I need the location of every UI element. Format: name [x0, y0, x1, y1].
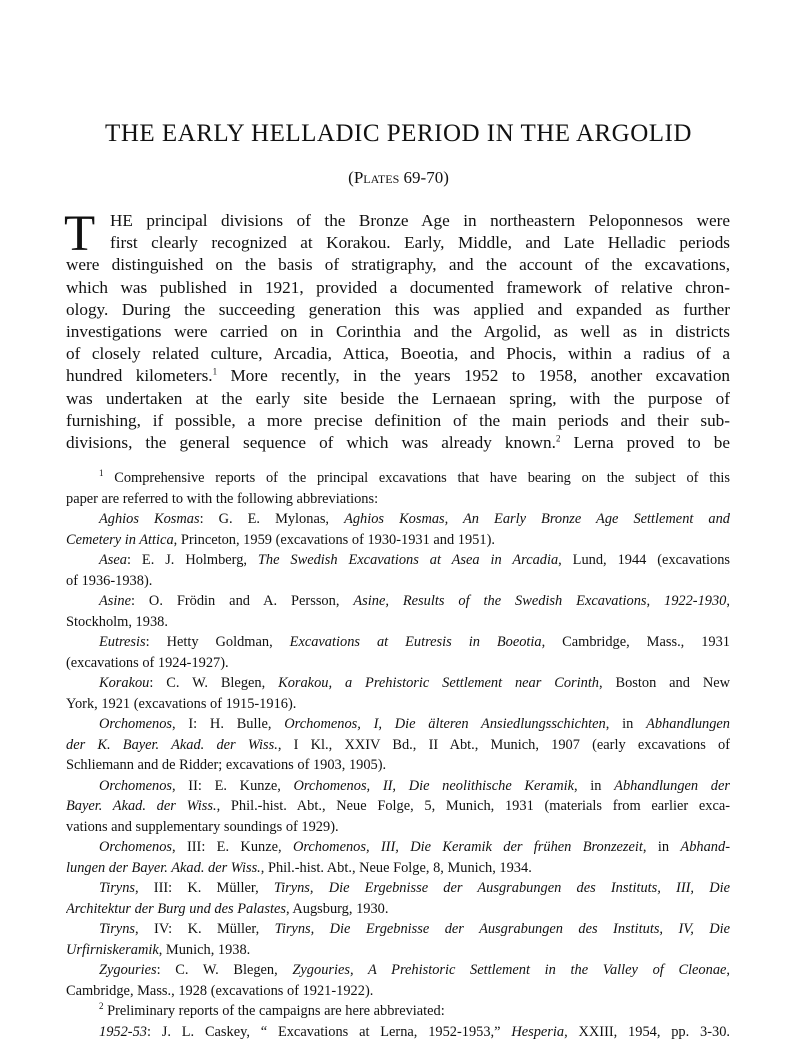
abbrev: Eutresis — [99, 634, 146, 650]
footnote-text: , Lund, 1944 (excavations — [558, 552, 730, 568]
footnote-line — [66, 632, 730, 653]
footnote-text: , Cambridge, Mass., 1931 — [542, 634, 730, 650]
footnote-line — [66, 940, 730, 961]
footnote-text: : C. W. Blegen, — [157, 962, 293, 978]
abbrev: Tiryns — [99, 921, 135, 937]
footnote-text: , III: K. Müller, — [135, 880, 274, 896]
footnote-line — [66, 1001, 730, 1022]
work-title: Cemetery in Attica — [66, 532, 174, 548]
footnote-line — [66, 509, 730, 530]
work-title: The Swedish Excavations at Asea in Arcadia — [258, 552, 558, 568]
footnote-text: , — [726, 962, 730, 978]
footnotes — [66, 468, 730, 1042]
footnote-text: : J. L. Caskey, “ Excavations at Lerna, 1952-1953,” — [147, 1024, 511, 1040]
body-segment: Lerna proved to be — [574, 433, 731, 452]
footnote-text: , IV: K. Müller, — [135, 921, 275, 937]
body-line: of closely related culture, Arcadia, Attica, Boeotia, and Phocis, within a radius of a — [66, 343, 730, 365]
footnote-text: Comprehensive reports of the principal excavations that have bearing on the subject of this — [114, 470, 730, 486]
work-title: Orchomenos, III, Die Keramik der frühen Bronzezeit — [293, 839, 643, 855]
body-line: furnishing, if possible, a more precise definition of the main periods and their sub- — [66, 410, 730, 432]
footnote-text: : E. J. Holmberg, — [127, 552, 258, 568]
work-title: Orchomenos, II, Die neolithische Keramik — [294, 778, 574, 794]
footnote-text: , in — [574, 778, 614, 794]
footnote-line — [66, 468, 730, 489]
body-line: which was published in 1921, provided a documented framework of relative chron- — [66, 277, 730, 299]
footnote-line — [66, 796, 730, 817]
drop-cap: T — [64, 212, 95, 256]
work-title: Orchomenos, I, Die älteren Ansiedlungsschichten — [284, 716, 606, 732]
body-line: HE principal divisions of the Bronze Age in northeastern Peloponnesos were — [66, 210, 730, 232]
footnote-line — [66, 858, 730, 879]
footnote-line: Stockholm, 1938. — [66, 612, 730, 633]
abbrev: Orchomenos — [99, 716, 172, 732]
body-line: ology. During the succeeding generation this was applied and expanded as further — [66, 299, 730, 321]
abbrev: Aghios Kosmas — [99, 511, 200, 527]
footnote-line — [66, 776, 730, 797]
footnote-text: , Phil.-hist. Abt., Neue Folge, 8, Munich, 1934. — [261, 860, 532, 876]
footnote-line: Cambridge, Mass., 1928 (excavations of 1921-1922). — [66, 981, 730, 1002]
footnote-text: : C. W. Blegen, — [149, 675, 278, 691]
body-line — [66, 432, 730, 454]
footnote-text: , Augsburg, 1930. — [286, 901, 388, 917]
footnote-line — [66, 550, 730, 571]
footnote-text: , — [726, 593, 730, 609]
work-title: Hesperia — [511, 1024, 564, 1040]
work-title: Abhand- — [680, 839, 730, 855]
footnote-line — [66, 899, 730, 920]
footnote-number: 2 — [99, 1001, 104, 1011]
body-line — [66, 365, 730, 387]
body-line: first clearly recognized at Korakou. Early, Middle, and Late Helladic periods — [66, 232, 730, 254]
article-title: THE EARLY HELLADIC PERIOD IN THE ARGOLID — [0, 120, 797, 148]
footnote-line: (excavations of 1924-1927). — [66, 653, 730, 674]
footnote-line — [66, 878, 730, 899]
footnote-number: 1 — [99, 468, 104, 478]
work-title: Tiryns, Die Ergebnisse der Ausgrabungen des Instituts, III, Die — [274, 880, 730, 896]
footnote-text: : O. Frödin and A. Persson, — [131, 593, 353, 609]
work-title: Abhandlungen — [646, 716, 730, 732]
footnote-line — [66, 735, 730, 756]
plates-reference — [0, 168, 797, 188]
body-segment: hundred kilometers. — [66, 366, 213, 385]
footnote-line — [66, 960, 730, 981]
footnote-text: , Phil.-hist. Abt., Neue Folge, 5, Munich, 1931 (materials from earlier exca- — [217, 798, 730, 814]
footnote-marker: 2 — [556, 433, 561, 443]
footnote-text: , in — [606, 716, 646, 732]
body-line: was undertaken at the early site beside the Lernaean spring, with the purpose of — [66, 388, 730, 410]
work-title: Korakou, a Prehistoric Settlement near Corinth — [278, 675, 599, 691]
body-line: investigations were carried on in Corinthia and the Argolid, as well as in districts — [66, 321, 730, 343]
footnote-text: , Princeton, 1959 (excavations of 1930-1931 and 1951). — [174, 532, 495, 548]
plates-open: ( — [348, 168, 354, 187]
footnote-marker: 1 — [213, 367, 218, 377]
work-title: Zygouries, A Prehistoric Settlement in the Valley of Cleonae — [292, 962, 726, 978]
footnote-line: vations and supplementary soundings of 1929). — [66, 817, 730, 838]
footnote-line — [66, 837, 730, 858]
body-line: were distinguished on the basis of stratigraphy, and the account of the excavations, — [66, 254, 730, 276]
plates-word: Plates — [354, 168, 399, 187]
footnote-line: York, 1921 (excavations of 1915-1916). — [66, 694, 730, 715]
footnote-text: , XXIII, 1954, pp. 3-30. — [564, 1024, 730, 1040]
work-title: Asine, Results of the Swedish Excavations, 1922-1930 — [353, 593, 726, 609]
footnote-line — [66, 673, 730, 694]
footnote-text: , Munich, 1938. — [159, 942, 251, 958]
work-title: Abhandlungen der — [614, 778, 730, 794]
abbrev: Asine — [99, 593, 131, 609]
abbrev: Tiryns — [99, 880, 135, 896]
work-title: lungen der Bayer. Akad. der Wiss. — [66, 860, 261, 876]
abbrev: Asea — [99, 552, 127, 568]
body-text — [66, 210, 730, 454]
abbrev: Orchomenos — [99, 778, 172, 794]
footnote-line — [66, 714, 730, 735]
footnote-line: Schliemann and de Ridder; excavations of 1903, 1905). — [66, 755, 730, 776]
footnote-text: , III: E. Kunze, — [172, 839, 293, 855]
footnote-line — [66, 591, 730, 612]
footnote-text: , II: E. Kunze, — [172, 778, 294, 794]
work-title: Architektur der Burg und des Palastes — [66, 901, 286, 917]
work-title: Tiryns, Die Ergebnisse der Ausgrabungen des Instituts, IV, Die — [275, 921, 730, 937]
footnote-text: : G. E. Mylonas, — [200, 511, 344, 527]
footnote-line: paper are referred to with the following abbreviations: — [66, 489, 730, 510]
footnote-line — [66, 919, 730, 940]
work-title: Excavations at Eutresis in Boeotia — [290, 634, 542, 650]
abbrev: Korakou — [99, 675, 149, 691]
footnote-text: , Boston and New — [599, 675, 730, 691]
footnote-line — [66, 530, 730, 551]
work-title: der K. Bayer. Akad. der Wiss. — [66, 737, 278, 753]
work-title: Aghios Kosmas, An Early Bronze Age Settlement and — [344, 511, 730, 527]
abbrev: 1952-53 — [99, 1024, 147, 1040]
work-title: Bayer. Akad. der Wiss. — [66, 798, 217, 814]
plates-numbers: 69-70) — [399, 168, 449, 187]
footnote-text: : Hetty Goldman, — [146, 634, 290, 650]
abbrev: Zygouries — [99, 962, 157, 978]
work-title: Urfirniskeramik — [66, 942, 159, 958]
abbrev: Orchomenos — [99, 839, 172, 855]
footnote-text: , in — [643, 839, 681, 855]
footnote-line: of 1936-1938). — [66, 571, 730, 592]
body-segment: divisions, the general sequence of which was already known. — [66, 433, 556, 452]
footnote-text: , I Kl., XXIV Bd., II Abt., Munich, 1907 (early excavations of — [278, 737, 730, 753]
footnote-line — [66, 1022, 730, 1042]
footnote-text: Preliminary reports of the campaigns are here abbreviated: — [107, 1003, 445, 1019]
body-segment: More recently, in the years 1952 to 1958, another excavation — [231, 366, 730, 385]
footnote-text: , I: H. Bulle, — [172, 716, 284, 732]
